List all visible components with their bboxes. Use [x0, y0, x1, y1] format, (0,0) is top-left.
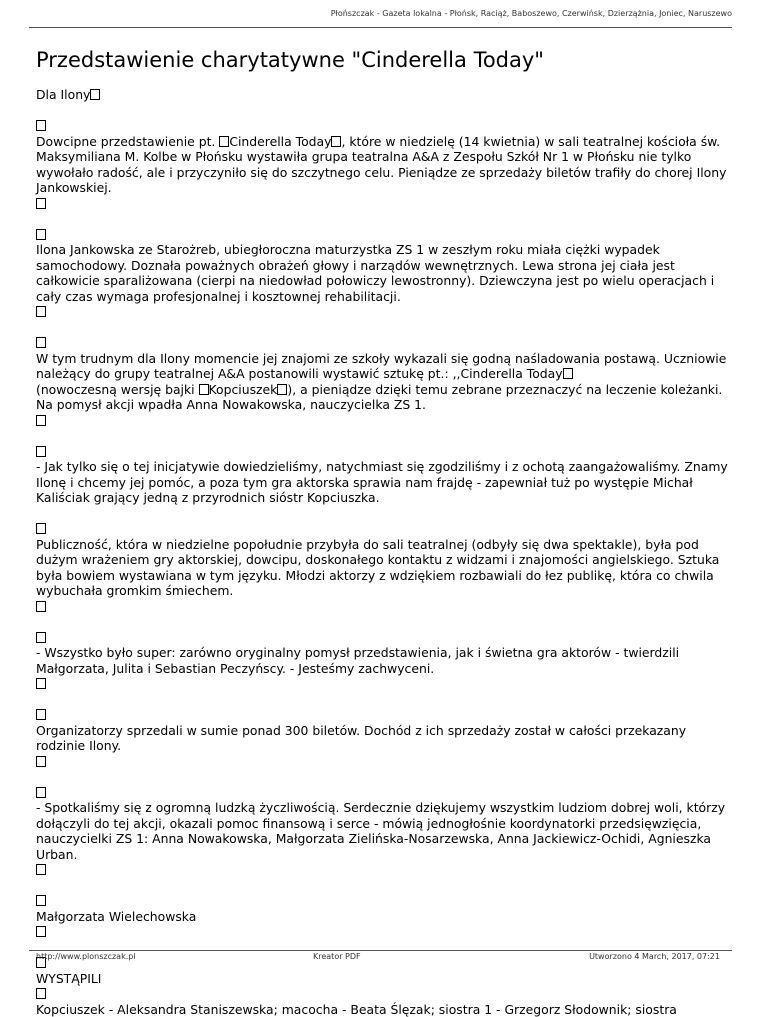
missing-glyph-icon: [36, 926, 46, 937]
cast-line: Kopciuszek - Aleksandra Staniszewska; macocha - Beata Ślęzak; siostra 1 - Grzegorz Słodownik; siostra: [36, 1001, 677, 1017]
paragraph-7: Organizatorzy sprzedali w sumie ponad 300 biletów. Dochód z ich sprzedaży został w całości przekazany rodzinie Ilony.: [36, 707, 736, 769]
page-header: Płońszczak - Gazeta lokalna - Płońsk, Raciąż, Baboszewo, Czerwińsk, Dzierzążnia, Joniec, Naruszewo: [330, 9, 732, 18]
missing-glyph-icon: [36, 306, 46, 317]
footer-generator: Kreator PDF: [313, 952, 361, 961]
cast-heading: WYSTĄPILI: [36, 970, 102, 986]
footer-url: http://www.plonszczak.pl: [36, 952, 136, 961]
missing-glyph-icon: [36, 601, 46, 612]
missing-glyph-icon: [36, 895, 46, 906]
paragraph-5: Publiczność, która w niedzielne popołudnie przybyła do sali teatralnej (odbyły się dwa spektakle), była pod dużym wrażeniem gry aktorskiej, dowcipu, doskonałego kontaktu z widzami i znajomości angielskiego. Sztuka była bowiem wystawiana w tym języku. Młodzi aktorzy z wdziękiem rozbawiali do łez publikę, która co chwila wybuchała gromkim śmiechem.: [36, 521, 736, 614]
paragraph-6: - Wszystko było super: zarówno oryginalny pomysł przedstawienia, jak i świetna gra aktorów - twierdzili Małgorzata, Julita i Sebastian Peczyńscy. - Jesteśmy zachwyceni.: [36, 630, 736, 692]
missing-glyph-icon: [36, 229, 46, 240]
missing-glyph-icon: [36, 337, 46, 348]
missing-glyph-icon: [36, 756, 46, 767]
dedication: Dla Ilony: [36, 87, 736, 103]
missing-glyph-icon: [36, 864, 46, 875]
missing-glyph-icon: [36, 523, 46, 534]
missing-glyph-icon: [199, 384, 209, 395]
missing-glyph-icon: [36, 120, 46, 131]
missing-glyph-icon: [36, 446, 46, 457]
paragraph-3: W tym trudnym dla Ilony momencie jej znajomi ze szkoły wykazali się godną naśladowania postawą. Uczniowie należący do grupy teatralnej A&A postanowili wystawić sztukę pt.: ,,Cinderella Today (nowoczesną wersję bajki Kopciuszek ), a pieniądze dzięki temu zebrane przeznaczyć na leczenie koleżanki. Na pomysł akcji wpadła Anna Nowakowska, nauczycielka ZS 1.: [36, 335, 736, 428]
missing-glyph-icon: [563, 368, 573, 379]
author-signature: Małgorzata Wielechowska: [36, 893, 736, 940]
missing-glyph-icon: [331, 136, 341, 147]
missing-glyph-icon: [36, 709, 46, 720]
missing-glyph-icon: [36, 632, 46, 643]
header-divider: [29, 27, 732, 28]
footer-created: Utworzono 4 March, 2017, 07:21: [589, 952, 720, 961]
missing-glyph-icon: [90, 89, 100, 100]
missing-glyph-icon: [36, 678, 46, 689]
paragraph-1: Dowcipne przedstawienie pt. Cinderella Today , które w niedzielę (14 kwietnia) w sali teatralnej kościoła św. Maksymiliana M. Kolbe w Płońsku wystawiła grupa teatralna A&A z Zespołu Szkół Nr 1 w Płońsku nie tylko wywołało radość, ale i przyczyniło się do szczytnego celu. Pieniądze ze sprzedaży biletów trafiły do chorej Ilony Jankowskiej.: [36, 118, 736, 211]
footer-divider: [29, 950, 732, 951]
article-title: Przedstawienie charytatywne "Cinderella Today": [36, 48, 544, 73]
missing-glyph-icon: [36, 787, 46, 798]
paragraph-4: - Jak tylko się o tej inicjatywie dowiedzieliśmy, natychmiast się zgodziliśmy i z ochotą zaangażowaliśmy. Znamy Ilonę i chcemy jej pomóc, a poza tym gra aktorska sprawia nam frajdę - zapewniał tuż po występie Michał Kaliściak grający jedną z przyrodnich sióstr Kopciuszka.: [36, 444, 736, 506]
paragraph-2: Ilona Jankowska ze Starożreb, ubiegłoroczna maturzystka ZS 1 w zeszłym roku miała ciężki wypadek samochodowy. Doznała poważnych obrażeń głowy i narządów wewnętrznych. Lewa strona jej ciała jest całkowicie sparaliżowana (cierpi na niedowład połowiczy lewostronny). Dziewczyna jest po wielu operacjach i cały czas wymaga profesjonalnej i kosztownej rehabilitacji.: [36, 227, 736, 320]
missing-glyph-icon: [277, 384, 287, 395]
paragraph-8: - Spotkaliśmy się z ogromną ludzką życzliwością. Serdecznie dziękujemy wszystkim ludziom dobrej woli, którzy dołączyli do tej akcji, okazali pomoc finansową i serce - mówią jednogłośnie koordynatorki przedsięwzięcia, nauczycielki ZS 1: Anna Nowakowska, Małgorzata Zielińska-Nosarzewska, Anna Jackiewicz-Ochidi, Agnieszka Urban.: [36, 785, 736, 878]
missing-glyph-icon: [36, 198, 46, 209]
missing-glyph-icon: [36, 415, 46, 426]
cast-section: [36, 955, 736, 1017]
missing-glyph-icon: [219, 136, 229, 147]
article-body: [36, 87, 736, 1017]
